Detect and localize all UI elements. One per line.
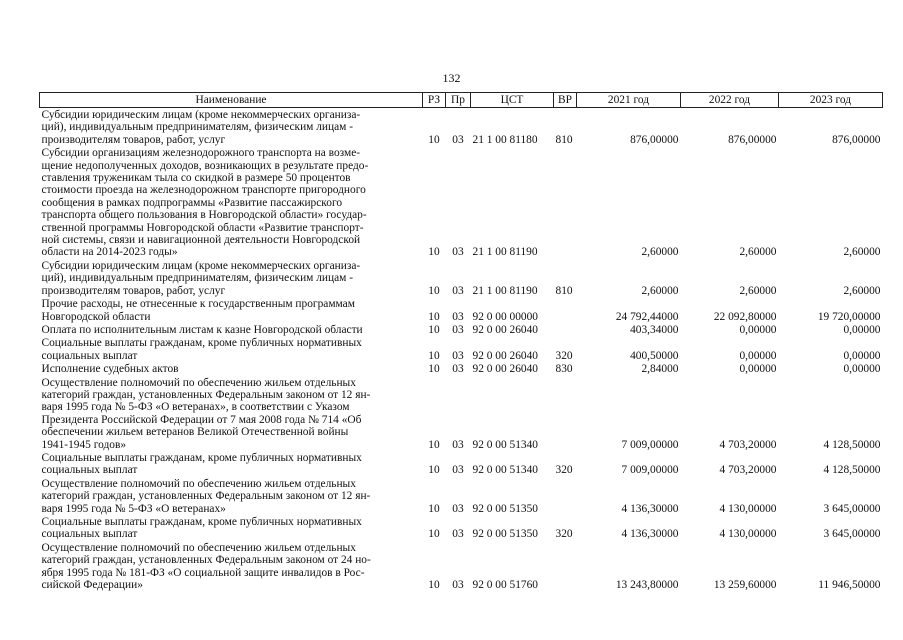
table-row xyxy=(40,362,883,375)
row-pr-cell: 03 xyxy=(452,363,464,376)
header-vr: ВР xyxy=(554,93,577,108)
row-2021-cell: 4 136,30000 xyxy=(621,502,679,515)
row-pr-cell: 03 xyxy=(452,133,464,146)
row-name-cell: Прочие расходы, не отнесенные к государственным программам Новгородской области xyxy=(41,298,355,323)
table-row xyxy=(40,451,883,477)
row-2023-cell: 0,00000 xyxy=(843,349,881,362)
row-rz-cell: 10 xyxy=(428,464,440,477)
row-name-cell: Осуществление полномочий по обеспечению жильем отдельных категорий граждан, установленных Федеральным законом от 12 ян- варя 1995 года № 5-ФЗ «О ветеранах» xyxy=(41,477,371,515)
row-2023-cell: 2,60000 xyxy=(843,284,881,297)
row-name-cell: Осуществление полномочий по обеспечению жильем отдельных категорий граждан, установленных Федеральным законом от 12 ян- варя 1995 года № 5-ФЗ «О ветеранах», в соответствии с Указом Президента Российской Федерации от 7 мая 2008 года № 714 «Об обеспечении жильем ветеранов Великой Отечественной войны 1941-1945 годов» xyxy=(41,376,371,451)
header-2021: 2021 год xyxy=(577,93,681,108)
row-2022-cell: 13 259,60000 xyxy=(713,579,777,592)
row-rz-cell: 10 xyxy=(428,284,440,297)
header-2023: 2023 год xyxy=(779,93,883,108)
row-vr-cell xyxy=(554,541,577,592)
row-rz-cell: 10 xyxy=(428,528,440,541)
table-row xyxy=(40,146,883,259)
row-2023-cell: 19 720,00000 xyxy=(817,310,881,323)
row-cst-cell: 21 1 00 81190 xyxy=(472,246,538,259)
row-vr-cell: 810 xyxy=(555,284,573,297)
row-rz-cell: 10 xyxy=(428,246,440,259)
row-2021-cell: 400,50000 xyxy=(630,349,679,362)
row-name-cell: Субсидии юридическим лицам (кроме некоммерческих организа- ций), индивидуальным предпринимателям, физическим лицам - производителям товаров, работ, услуг xyxy=(41,109,361,146)
row-pr-cell: 03 xyxy=(452,323,464,336)
row-pr-cell: 03 xyxy=(452,284,464,297)
row-cst-cell: 92 0 00 51760 xyxy=(472,579,538,592)
row-cst-cell: 92 0 00 51340 xyxy=(472,438,538,451)
row-pr-cell: 03 xyxy=(452,438,464,451)
row-name-cell: Оплата по исполнительным листам к казне Новгородской области xyxy=(41,323,363,336)
row-2021-cell: 2,84000 xyxy=(641,363,679,376)
row-rz-cell: 10 xyxy=(428,363,440,376)
row-2023-cell: 11 946,50000 xyxy=(818,579,881,592)
row-2023-cell: 3 645,00000 xyxy=(823,528,881,541)
table-row xyxy=(40,477,883,515)
row-cst-cell: 92 0 00 51350 xyxy=(472,502,538,515)
row-cst-cell: 21 1 00 81190 xyxy=(472,284,538,297)
table-row xyxy=(40,376,883,451)
row-name-cell: Субсидии организациям железнодорожного транспорта на возме- щение недополученных доходов, возникающих в результате предо- ставления труженикам тыла со скидкой в размере 50 процентов стоимости проезда на железнодорожном транспорте пригородного сообщения в рамках подпрограммы «Развитие пассажирского транспорта общего пользования в Новгородской области» государ- ственной программы Новгородской области «Развитие транспорт- ной системы, связи и навигационной деятельности Новгородской области на 2014-2023 годы» xyxy=(41,147,369,259)
row-pr-cell: 03 xyxy=(452,246,464,259)
row-vr-cell: 830 xyxy=(555,363,573,376)
row-cst-cell: 92 0 00 26040 xyxy=(472,323,538,336)
row-vr-cell xyxy=(554,297,577,323)
row-rz-cell: 10 xyxy=(428,579,440,592)
row-pr-cell: 03 xyxy=(452,579,464,592)
header-rz: РЗ xyxy=(423,93,446,108)
header-cst: ЦСТ xyxy=(471,93,554,108)
row-name-cell: Социальные выплаты гражданам, кроме публичных нормативных социальных выплат xyxy=(41,337,362,362)
row-2023-cell: 4 128,50000 xyxy=(823,438,881,451)
row-name-cell: Субсидии юридическим лицам (кроме некоммерческих организа- ций), индивидуальным предпринимателям, физическим лицам - производителям товаров, работ, услуг xyxy=(41,259,361,297)
row-2022-cell: 2,60000 xyxy=(739,246,777,259)
row-rz-cell: 10 xyxy=(428,502,440,515)
row-2022-cell: 4 703,20000 xyxy=(719,438,777,451)
row-2021-cell: 24 792,44000 xyxy=(615,310,679,323)
row-2021-cell: 13 243,80000 xyxy=(615,579,679,592)
row-2022-cell: 0,00000 xyxy=(739,349,777,362)
header-2022: 2022 год xyxy=(681,93,779,108)
row-vr-cell xyxy=(554,477,577,515)
row-vr-cell xyxy=(554,146,577,259)
table-row xyxy=(40,541,883,592)
row-name-cell: Социальные выплаты гражданам, кроме публичных нормативных социальных выплат xyxy=(41,451,362,477)
row-2023-cell: 0,00000 xyxy=(843,363,881,376)
row-2022-cell: 22 092,80000 xyxy=(713,310,777,323)
row-rz-cell: 10 xyxy=(428,310,440,323)
row-name-cell: Исполнение судебных актов xyxy=(41,363,179,376)
row-vr-cell: 320 xyxy=(555,528,573,541)
row-vr-cell xyxy=(554,376,577,451)
row-2021-cell: 7 009,00000 xyxy=(621,438,679,451)
row-rz-cell: 10 xyxy=(428,133,440,146)
row-2021-cell: 2,60000 xyxy=(641,284,679,297)
row-name-cell: Социальные выплаты гражданам, кроме публичных нормативных социальных выплат xyxy=(41,516,362,541)
row-cst-cell: 92 0 00 00000 xyxy=(472,310,538,323)
row-2021-cell: 876,00000 xyxy=(630,133,679,146)
row-vr-cell: 810 xyxy=(555,133,573,146)
row-cst-cell: 92 0 00 26040 xyxy=(472,349,538,362)
row-2022-cell: 0,00000 xyxy=(739,363,777,376)
row-2023-cell: 0,00000 xyxy=(843,323,881,336)
row-2023-cell: 3 645,00000 xyxy=(823,502,881,515)
row-2022-cell: 2,60000 xyxy=(739,284,777,297)
header-pr: Пр xyxy=(446,93,471,108)
row-rz-cell: 10 xyxy=(428,349,440,362)
row-2022-cell: 876,00000 xyxy=(728,133,777,146)
row-rz-cell: 10 xyxy=(428,323,440,336)
table-row xyxy=(40,297,883,323)
row-2023-cell: 4 128,50000 xyxy=(823,464,881,477)
table-body xyxy=(40,108,883,592)
row-cst-cell: 92 0 00 51340 xyxy=(472,464,538,477)
table-row xyxy=(40,323,883,336)
row-cst-cell: 21 1 00 81180 xyxy=(472,133,538,146)
row-pr-cell: 03 xyxy=(452,464,464,477)
budget-table xyxy=(39,92,883,591)
table-row xyxy=(40,259,883,297)
row-2023-cell: 876,00000 xyxy=(832,133,881,146)
row-cst-cell: 92 0 00 26040 xyxy=(472,363,538,376)
header-name: Наименование xyxy=(40,93,423,108)
row-2023-cell: 2,60000 xyxy=(843,246,881,259)
row-pr-cell: 03 xyxy=(452,502,464,515)
row-cst-cell: 92 0 00 51350 xyxy=(472,528,538,541)
row-vr-cell xyxy=(554,323,577,336)
row-2021-cell: 7 009,00000 xyxy=(621,464,679,477)
row-2022-cell: 0,00000 xyxy=(739,323,777,336)
row-rz-cell: 10 xyxy=(428,438,440,451)
row-pr-cell: 03 xyxy=(452,310,464,323)
row-vr-cell: 320 xyxy=(555,349,573,362)
row-2021-cell: 4 136,30000 xyxy=(621,528,679,541)
row-2021-cell: 403,34000 xyxy=(630,323,679,336)
table-row xyxy=(40,336,883,362)
table-row xyxy=(40,515,883,541)
row-2022-cell: 4 703,20000 xyxy=(719,464,777,477)
row-2021-cell: 2,60000 xyxy=(641,246,679,259)
row-name-cell: Осуществление полномочий по обеспечению жильем отдельных категорий граждан, установленных Федеральным законом от 24 но- ября 1995 года № 181-ФЗ «О социальной защите инвалидов в Рос- сийской Федерации» xyxy=(41,541,371,592)
row-vr-cell: 320 xyxy=(555,464,573,477)
row-pr-cell: 03 xyxy=(452,349,464,362)
table-header-row xyxy=(40,93,883,108)
table-row xyxy=(40,108,883,147)
row-pr-cell: 03 xyxy=(452,528,464,541)
row-2022-cell: 4 130,00000 xyxy=(719,528,777,541)
page-number: 132 xyxy=(442,71,461,85)
row-2022-cell: 4 130,00000 xyxy=(719,502,777,515)
